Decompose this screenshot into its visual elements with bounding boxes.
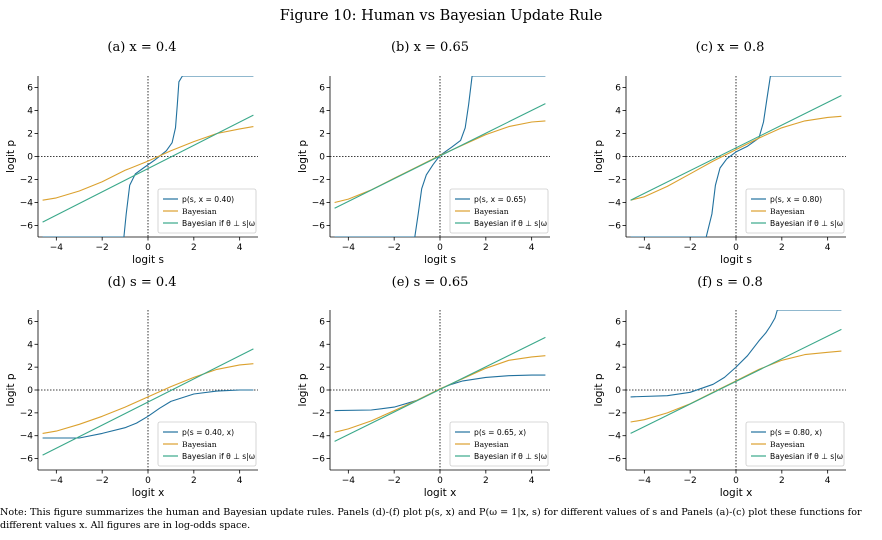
panel-5 — [593, 310, 846, 499]
x-tick-label: 2 — [778, 476, 785, 486]
y-tick-label: 4 — [27, 106, 33, 117]
y-tick-label: −2 — [311, 408, 325, 419]
y-tick-label: −4 — [311, 198, 325, 209]
y-tick-label: 6 — [319, 317, 325, 328]
y-tick-label: −6 — [19, 221, 33, 232]
x-axis-label: logit x — [719, 487, 753, 499]
x-tick-label: 0 — [145, 243, 151, 253]
x-tick-label: −4 — [637, 243, 651, 253]
legend-label-indep: Bayesian if θ ⊥ s|ω — [182, 451, 256, 461]
legend-label-indep: Bayesian if θ ⊥ s|ω — [770, 451, 844, 461]
legend-label-bayes: Bayesian — [770, 439, 805, 449]
x-tick-label: 4 — [824, 243, 831, 253]
x-tick-label: 2 — [190, 243, 197, 253]
panel-title-a: (a) x = 0.4 — [107, 40, 177, 55]
y-axis-label: logit p — [297, 139, 309, 174]
y-tick-label: 4 — [615, 340, 621, 351]
legend-label-bayes: Bayesian — [474, 439, 509, 449]
x-axis-label: logit x — [131, 487, 165, 499]
y-tick-label: 0 — [27, 386, 33, 396]
y-tick-label: −2 — [607, 408, 621, 419]
x-tick-label: 2 — [778, 243, 785, 253]
y-tick-label: 6 — [615, 83, 621, 94]
x-tick-label: −4 — [49, 243, 63, 253]
y-tick-label: 4 — [319, 106, 325, 117]
x-tick-label: −2 — [95, 476, 109, 486]
y-tick-label: −4 — [607, 198, 621, 209]
x-tick-label: 4 — [528, 476, 535, 486]
y-tick-label: −2 — [19, 175, 33, 186]
legend-label-indep: Bayesian if θ ⊥ s|ω — [474, 451, 548, 461]
legend-label-indep: Bayesian if θ ⊥ s|ω — [182, 218, 256, 228]
legend-label-human: p(s = 0.80, x) — [770, 427, 823, 437]
x-tick-label: −4 — [341, 243, 355, 253]
x-tick-label: −2 — [387, 243, 401, 253]
y-tick-label: −6 — [19, 454, 33, 465]
x-tick-label: −4 — [341, 476, 355, 486]
legend-label-bayes: Bayesian — [474, 206, 509, 216]
legend-label-human: p(s = 0.65, x) — [474, 427, 527, 437]
y-tick-label: 2 — [319, 363, 325, 374]
panel-4 — [297, 310, 550, 499]
y-axis-label: logit p — [297, 373, 309, 407]
y-tick-label: −4 — [311, 431, 325, 442]
x-tick-label: 4 — [528, 243, 535, 253]
y-tick-label: −6 — [607, 454, 621, 465]
legend-label-bayes: Bayesian — [770, 206, 805, 216]
x-tick-label: 4 — [236, 243, 243, 253]
x-tick-label: −4 — [49, 476, 63, 486]
y-tick-label: 0 — [319, 386, 325, 396]
panel-title-e: (e) s = 0.65 — [391, 275, 469, 290]
figure-note: Note: This figure summarizes the human and Bayesian update rules. Panels (d)-(f) plot p(s, x) and P(ω = 1|x, s) for different values of s and Panels (a)-(c) plot these functions for different values x. All figures are in log-odds space. — [0, 507, 862, 531]
panel-0 — [5, 76, 258, 266]
x-axis-label: logit s — [132, 254, 164, 266]
legend-label-human: p(s = 0.40, x) — [182, 427, 235, 437]
y-tick-label: 2 — [615, 129, 621, 140]
panel-2 — [593, 76, 846, 266]
y-tick-label: 6 — [319, 83, 325, 94]
y-axis-label: logit p — [5, 139, 17, 174]
y-tick-label: 0 — [319, 152, 325, 163]
series-line-indep — [631, 329, 842, 433]
legend-label-human: p(s, x = 0.80) — [770, 194, 823, 204]
legend-label-bayes: Bayesian — [182, 206, 217, 216]
panel-title-c: (c) x = 0.8 — [695, 40, 765, 55]
y-tick-label: 0 — [615, 152, 621, 163]
panel-title-f: (f) s = 0.8 — [697, 275, 763, 290]
y-tick-label: 2 — [615, 363, 621, 374]
y-tick-label: −2 — [19, 408, 33, 419]
y-tick-label: −4 — [607, 431, 621, 442]
y-tick-label: −4 — [19, 198, 33, 209]
panel-title-d: (d) s = 0.4 — [107, 275, 177, 290]
x-axis-label: logit x — [423, 487, 457, 499]
x-tick-label: 2 — [482, 243, 489, 253]
x-tick-label: 4 — [824, 476, 831, 486]
x-tick-label: −4 — [637, 476, 651, 486]
x-tick-label: 0 — [145, 476, 151, 486]
legend-label-human: p(s, x = 0.65) — [474, 194, 527, 204]
y-tick-label: −2 — [607, 175, 621, 186]
y-tick-label: 0 — [615, 386, 621, 396]
y-tick-label: 6 — [27, 83, 33, 94]
y-tick-label: 2 — [27, 363, 33, 374]
x-axis-label: logit s — [720, 254, 752, 266]
y-axis-label: logit p — [593, 373, 605, 407]
y-tick-label: −6 — [607, 221, 621, 232]
x-tick-label: −2 — [95, 243, 109, 253]
y-tick-label: −6 — [311, 221, 325, 232]
y-tick-label: −2 — [311, 175, 325, 186]
x-tick-label: 0 — [437, 476, 443, 486]
x-tick-label: 2 — [482, 476, 489, 486]
x-tick-label: 4 — [236, 476, 243, 486]
figure-title: Figure 10: Human vs Bayesian Update Rule — [279, 8, 603, 24]
x-axis-label: logit s — [424, 254, 456, 266]
legend-label-indep: Bayesian if θ ⊥ s|ω — [770, 218, 844, 228]
y-tick-label: 6 — [27, 317, 33, 328]
x-tick-label: 0 — [733, 243, 739, 253]
y-tick-label: 2 — [27, 129, 33, 140]
y-tick-label: −6 — [311, 454, 325, 465]
x-tick-label: −2 — [683, 243, 697, 253]
y-tick-label: 2 — [319, 129, 325, 140]
x-tick-label: 2 — [190, 476, 197, 486]
legend-label-indep: Bayesian if θ ⊥ s|ω — [474, 218, 548, 228]
y-axis-label: logit p — [593, 139, 605, 174]
y-tick-label: 4 — [319, 340, 325, 351]
y-tick-label: 6 — [615, 317, 621, 328]
y-tick-label: −4 — [19, 431, 33, 442]
y-tick-label: 0 — [27, 152, 33, 163]
panel-1 — [297, 76, 550, 266]
legend-label-human: p(s, x = 0.40) — [182, 194, 235, 204]
x-tick-label: −2 — [387, 476, 401, 486]
x-tick-label: 0 — [733, 476, 739, 486]
legend-label-bayes: Bayesian — [182, 439, 217, 449]
y-tick-label: 4 — [27, 340, 33, 351]
y-tick-label: 4 — [615, 106, 621, 117]
x-tick-label: 0 — [437, 243, 443, 253]
panel-title-b: (b) x = 0.65 — [390, 40, 470, 55]
x-tick-label: −2 — [683, 476, 697, 486]
y-axis-label: logit p — [5, 373, 17, 407]
panel-3 — [5, 310, 258, 499]
